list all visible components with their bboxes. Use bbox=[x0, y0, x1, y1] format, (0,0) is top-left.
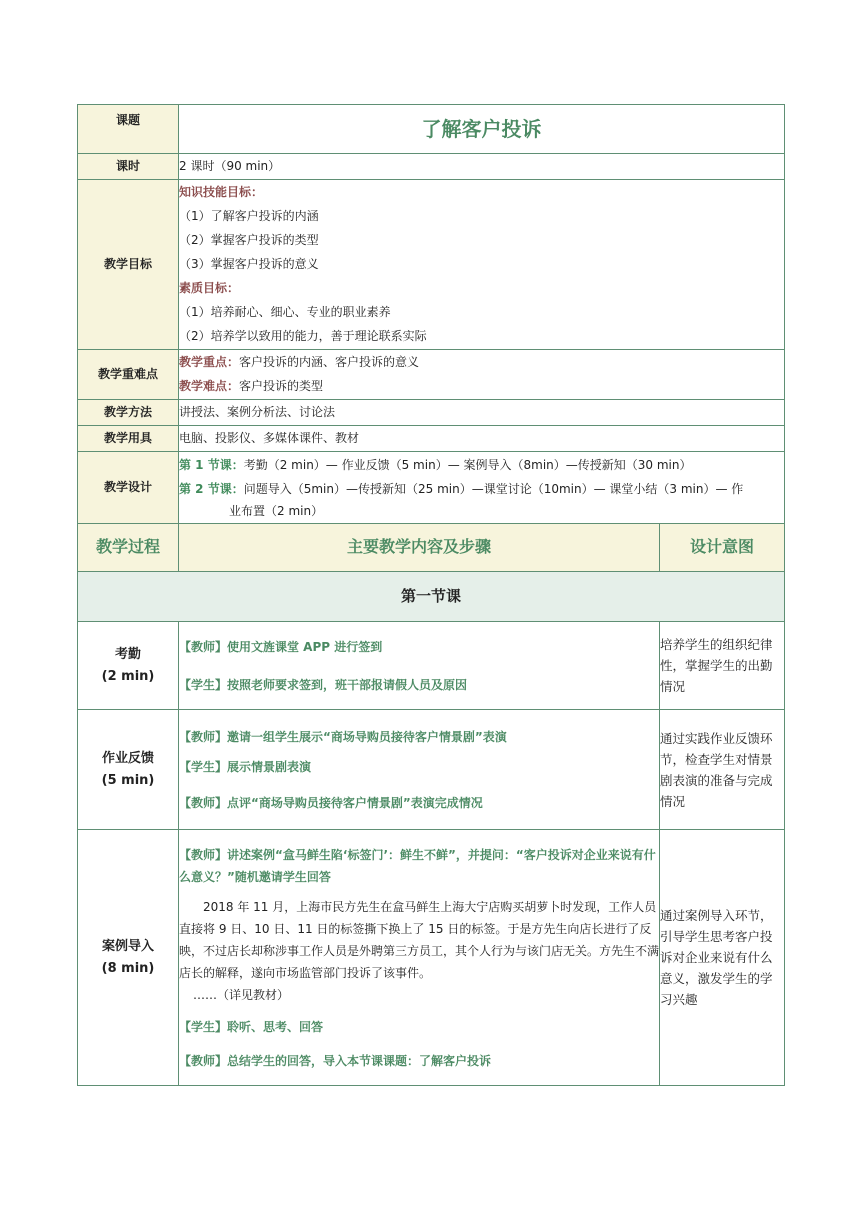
difficult-text: 客户投诉的类型 bbox=[239, 378, 324, 393]
design-intent: 培养学生的组织纪律性，掌握学生的出勤情况 bbox=[660, 622, 785, 710]
step-content bbox=[179, 710, 660, 830]
methods-label: 教学方法 bbox=[78, 400, 179, 426]
section-title: 第一节课 bbox=[78, 572, 785, 622]
lesson2-cont: 业布置（2 min） bbox=[229, 503, 324, 518]
design-intent: 通过实践作业反馈环节，检查学生对情景剧表演的准备与完成情况 bbox=[660, 710, 785, 830]
hours-label: 课时 bbox=[78, 154, 179, 180]
objectives-row bbox=[78, 180, 785, 350]
key-points-row bbox=[78, 350, 785, 400]
methods-value: 讲授法、案例分析法、讨论法 bbox=[179, 400, 785, 426]
design-intent: 通过案例导入环节，引导学生思考客户投诉对企业来说有什么意义，激发学生的学习兴趣 bbox=[660, 830, 785, 1086]
difficult-prefix: 教学难点： bbox=[179, 378, 240, 393]
student-action: 【学生】聆听、思考、回答 bbox=[179, 1019, 324, 1034]
design-content bbox=[179, 452, 785, 524]
hours-row bbox=[78, 154, 785, 180]
objectives-content bbox=[179, 180, 785, 350]
knowledge-heading: 知识技能目标： bbox=[179, 184, 264, 199]
knowledge-item: （2）掌握客户投诉的类型 bbox=[179, 232, 319, 247]
topic-label: 课题 bbox=[78, 105, 179, 154]
case-story: 2018 年 11 月，上海市民方先生在盒马鲜生上海大宁店购买胡萝卜时发现，工作人员直接将 9 日、10 日、11 日的标签撕下换上了 15 日的标签。于是方先生向店长进行了反映，不过店长却称涉事工作人员是外聘第三方员工，其个人行为与该门店无关。方先生不满店长的解释，遂向市场监管部门投诉了该事件。 bbox=[179, 899, 660, 980]
lesson2-text: 问题导入（5min）—传授新知（25 min）—课堂讨论（10min）— 课堂小结（3 min）— 作 bbox=[243, 481, 744, 496]
step-name-cell bbox=[78, 710, 179, 830]
step-content bbox=[179, 622, 660, 710]
design-label: 教学设计 bbox=[78, 452, 179, 524]
tools-row bbox=[78, 426, 785, 452]
step-content bbox=[179, 830, 660, 1086]
quality-item: （1）培养耐心、细心、专业的职业素养 bbox=[179, 304, 391, 319]
teacher-action: 【教师】邀请一组学生展示“商场导购员接待客户情景剧”表演 bbox=[179, 729, 507, 744]
knowledge-item: （1）了解客户投诉的内涵 bbox=[179, 208, 319, 223]
student-action: 【学生】展示情景剧表演 bbox=[179, 759, 312, 774]
key-points-label: 教学重难点 bbox=[78, 350, 179, 400]
tools-label: 教学用具 bbox=[78, 426, 179, 452]
tools-value: 电脑、投影仪、多媒体课件、教材 bbox=[179, 426, 785, 452]
case-more: ……（详见教材） bbox=[193, 987, 290, 1002]
step-name: 作业反馈 bbox=[101, 750, 154, 766]
lesson2-prefix: 第 2 节课： bbox=[179, 481, 244, 496]
step-name-cell bbox=[78, 830, 179, 1086]
topic-row bbox=[78, 105, 785, 154]
student-action: 【学生】按照老师要求签到，班干部报请假人员及原因 bbox=[179, 677, 468, 692]
teacher-action: 【教师】总结学生的回答，导入本节课课题：了解客户投诉 bbox=[179, 1053, 492, 1068]
section-row bbox=[78, 572, 785, 622]
key-points-content bbox=[179, 350, 785, 400]
teacher-action: 【教师】讲述案例“盒马鲜生陷‘标签门’：鲜生不鲜”，并提问：“客户投诉对企业来说有什么意义？”随机邀请学生回答 bbox=[179, 847, 656, 884]
teacher-action: 【教师】点评“商场导购员接待客户情景剧”表演完成情况 bbox=[179, 795, 483, 810]
process-col-header: 教学过程 bbox=[78, 524, 179, 572]
intent-col-header: 设计意图 bbox=[660, 524, 785, 572]
hours-value: 2 课时（90 min） bbox=[179, 154, 785, 180]
table-row bbox=[78, 830, 785, 1086]
page-title: 了解客户投诉 bbox=[179, 105, 785, 154]
step-name-cell bbox=[78, 622, 179, 710]
content-col-header: 主要教学内容及步骤 bbox=[179, 524, 660, 572]
design-row bbox=[78, 452, 785, 524]
key-text: 客户投诉的内涵、客户投诉的意义 bbox=[239, 354, 420, 369]
table-row bbox=[78, 710, 785, 830]
key-prefix: 教学重点： bbox=[179, 354, 240, 369]
step-name: 案例导入 bbox=[101, 938, 154, 954]
step-name: 考勤 bbox=[114, 646, 141, 662]
step-time: (8 min) bbox=[101, 960, 155, 976]
knowledge-item: （3）掌握客户投诉的意义 bbox=[179, 256, 319, 271]
teacher-action: 【教师】使用文旌课堂 APP 进行签到 bbox=[179, 639, 383, 654]
step-time: (2 min) bbox=[101, 668, 155, 684]
quality-heading: 素质目标： bbox=[179, 280, 240, 295]
lesson1-prefix: 第 1 节课： bbox=[179, 457, 244, 472]
step-time: (5 min) bbox=[101, 772, 155, 788]
lesson1-text: 考勤（2 min）— 作业反馈（5 min）— 案例导入（8min）—传授新知（30 min） bbox=[243, 457, 692, 472]
methods-row bbox=[78, 400, 785, 426]
quality-item: （2）培养学以致用的能力，善于理论联系实际 bbox=[179, 328, 427, 343]
process-header-row bbox=[78, 524, 785, 572]
lesson-plan-table bbox=[77, 104, 785, 1086]
table-row bbox=[78, 622, 785, 710]
objectives-label: 教学目标 bbox=[78, 180, 179, 350]
